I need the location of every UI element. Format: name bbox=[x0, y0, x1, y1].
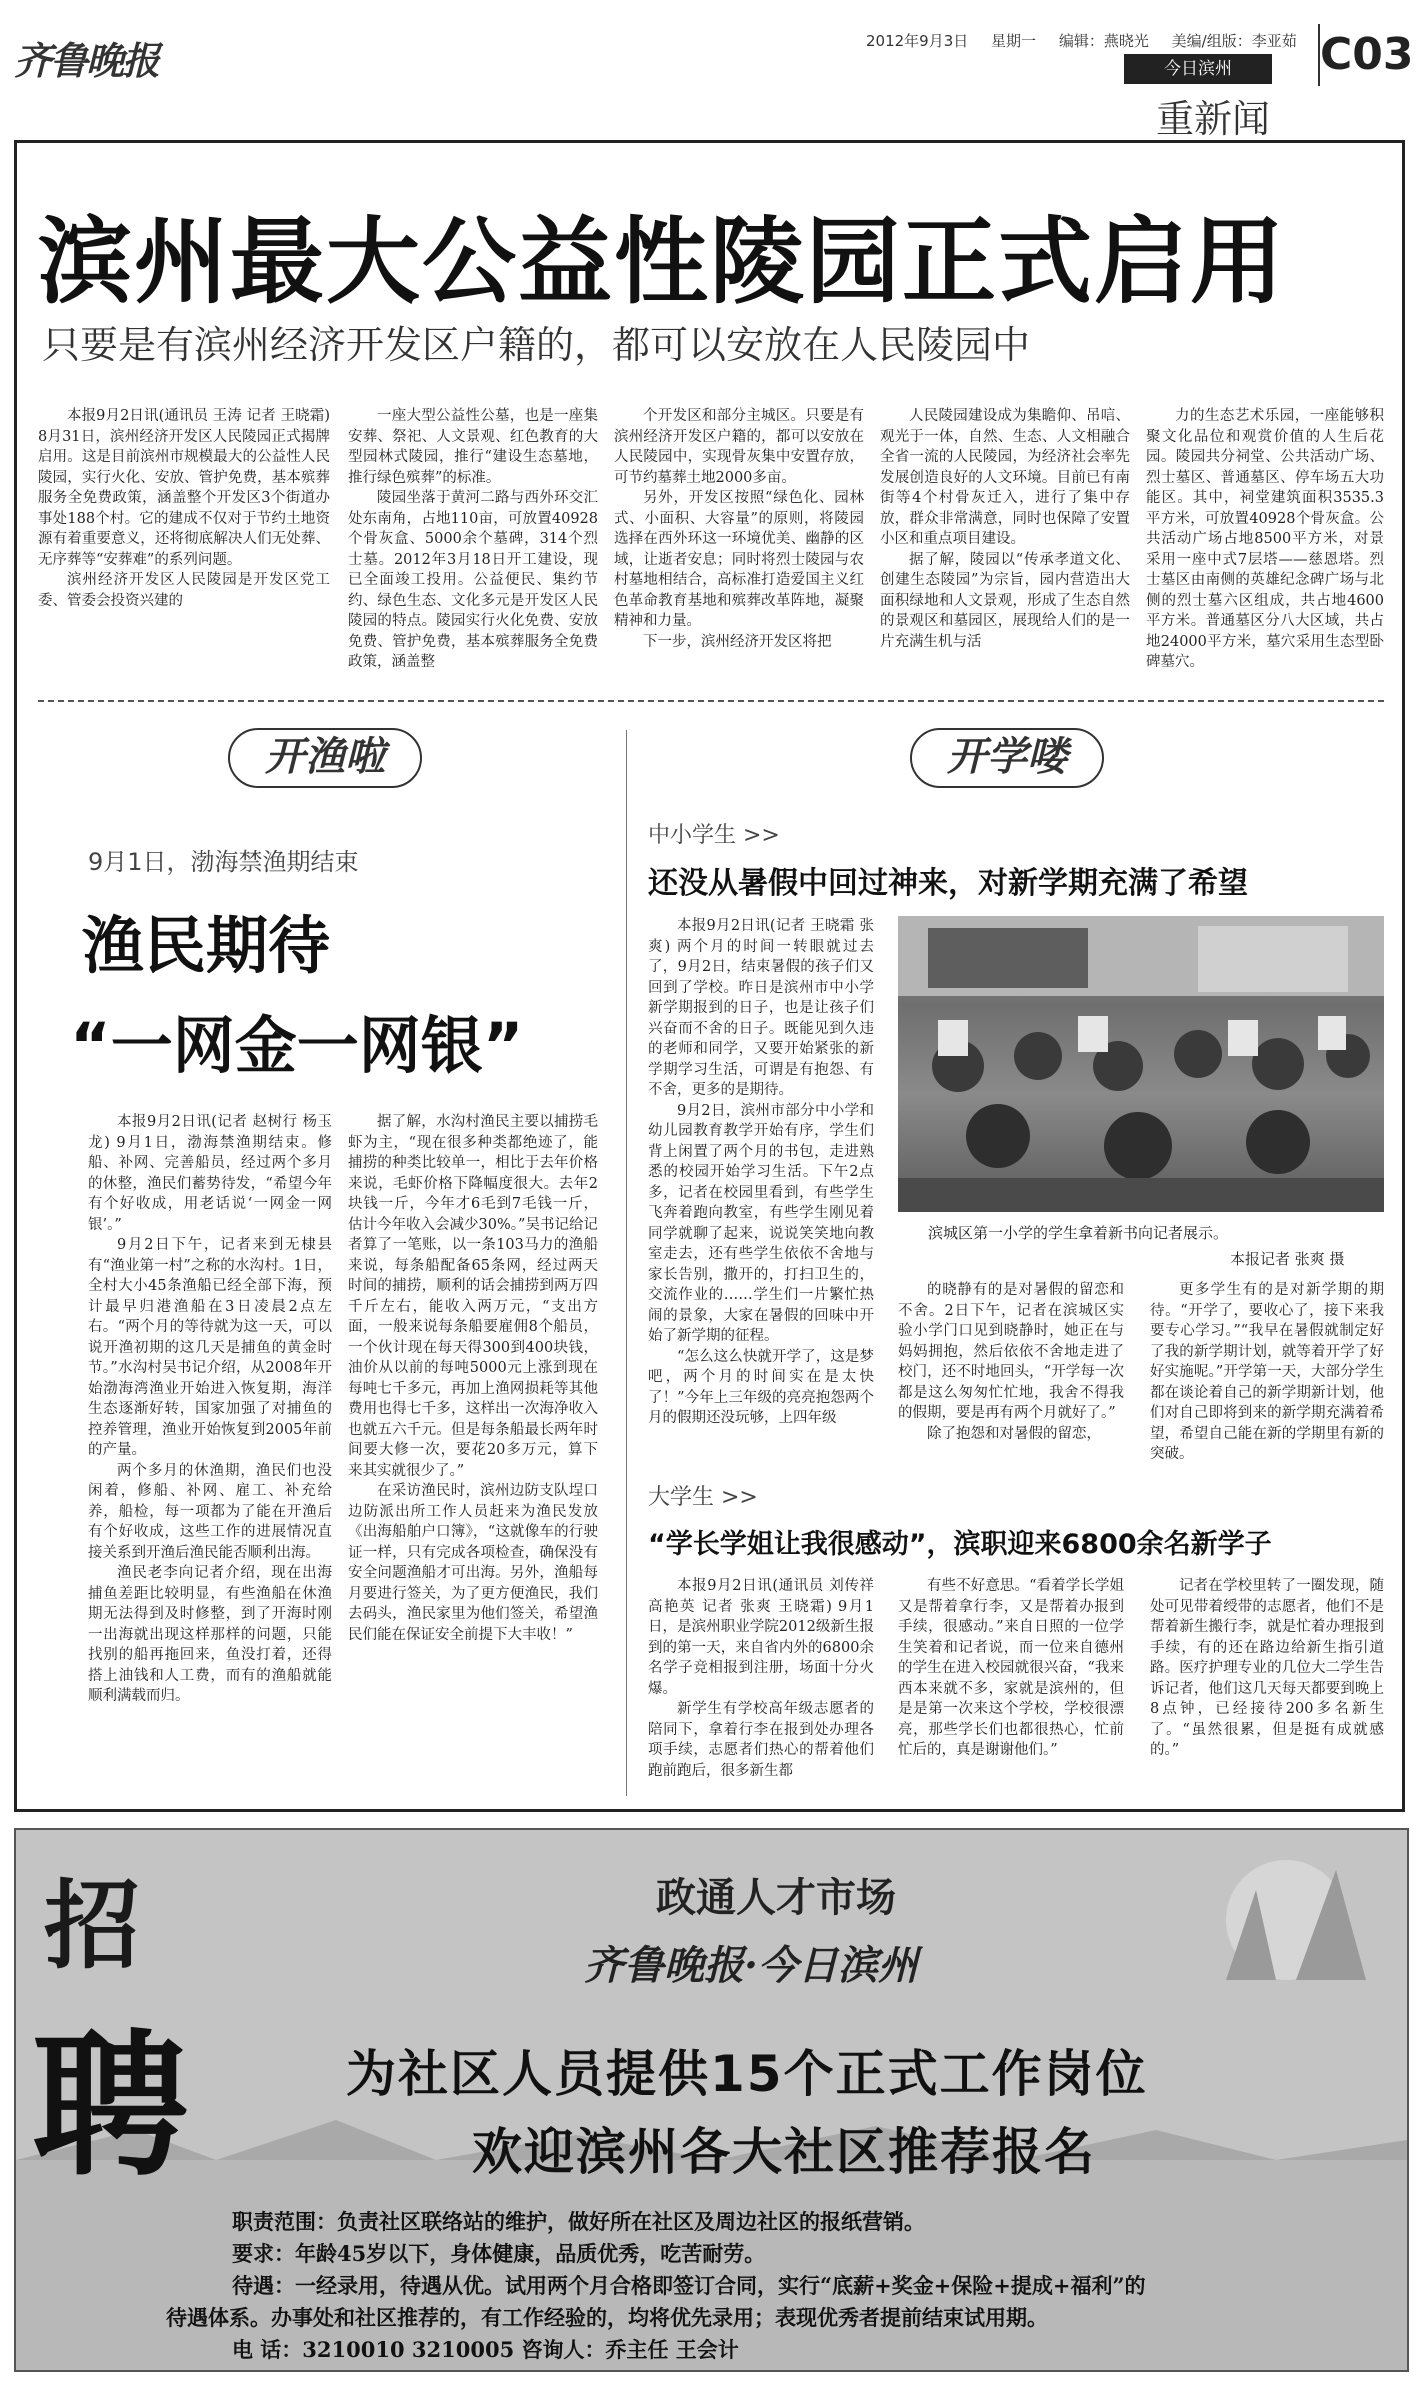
page-number: C03 bbox=[1318, 24, 1410, 86]
lead-separator bbox=[38, 700, 1384, 702]
ad-brand: 齐鲁晚报·今日滨州 bbox=[584, 1942, 918, 1989]
ad-treatment-1: 待遇：一经录用，待遇从优。试用两个月合格即签订合同，实行“底薪+奖金+保险+提成+福利”的 bbox=[232, 2273, 1146, 2298]
paragraph: 人民陵园建设成为集瞻仰、吊唁、观光于一体，自然、生态、人文相融合全省一流的人民陵园，为经济社会率先发展创造良好的人文环境。目前已有南街等4个村骨灰迁入，进行了集中存放，群众非常满意，同时也保障了安置小区和重点项目建设。 bbox=[880, 408, 1130, 547]
ad-treatment-2: 待遇体系。办事处和社区推荐的，有工作经验的，均将优先录用；表现优秀者提前结束试用期。 bbox=[166, 2305, 1048, 2330]
paragraph: 渔民老李向记者介绍，现在出海捕鱼差距比较明显，有些渔船在休渔期无法得到及时修整，到了开海时刚一出海就出现这样那样的问题，只能找别的船再拖回来，鱼没打着，还得搭上油钱和人工费，而有的渔船就能顺利满载而归。 bbox=[88, 1565, 332, 1704]
paragraph: 本报9月2日讯(记者 王晓霜 张爽) 两个月的时间一转眼就过去了，9月2日，结束暑假的孩子们又回到了学校。昨日是滨州市中小学新学期报到的日子，也是让孩子们兴奋而不舍的日子。既能见到久违的老师和同学，又要开始紧张的新学期学习生活，可谓是有抱怨、有不舍，更多的是期待。 bbox=[648, 918, 874, 1098]
paragraph: 的晓静有的是对暑假的留恋和不舍。2日下午，记者在滨城区实验小学门口见到晓静时，她正在与妈妈拥抱，然后依依不舍地走进了校门，还不时地回头，“开学每一次都是这么匆匆忙忙地，我舍不得我的假期，要是再有两个月就好了。” bbox=[898, 1282, 1124, 1421]
fishing-title-line2: “一网金一网银” bbox=[70, 1009, 524, 1082]
ad-headline-1: 为社区人员提供15个正式工作岗位 bbox=[346, 2045, 1148, 2103]
lead-column-3 bbox=[614, 406, 864, 676]
paragraph: 陵园坐落于黄河二路与西外环交汇处东南角，占地110亩，可放置40928个骨灰盒、5000余个墓碑，314个烈士墓。2012年3月18日开工建设，现已全面竣工投用。公益便民、集约节约、绿色生态、文化多元是开发区人民陵园的特点。陵园实行火化免费、安放免费、管护免费，基本殡葬服务全免费政策，涵盖整 bbox=[348, 490, 598, 670]
school-column-2 bbox=[898, 1280, 1124, 1468]
section-label-school: 开学喽 bbox=[910, 728, 1104, 788]
section-tag: 今日滨州 bbox=[1124, 54, 1272, 84]
ad-big-char-1: 招 bbox=[44, 1869, 140, 1982]
paragraph: 记者在学校里转了一圈发现，随处可见带着绶带的志愿者，他们不是帮着新生搬行李，就是忙着办理报到手续，有的还在路边给新生指引道路。医疗护理专业的几位大二学生告诉记者，他们这几天每天都要到晚上8点钟，已经接待200多名新生了。“虽然很累，但是挺有成就感的。” bbox=[1150, 1578, 1384, 1758]
paragraph: 除了抱怨和对暑假的留恋， bbox=[927, 1425, 1101, 1442]
paragraph: 个开发区和部分主城区。只要是有滨州经济开发区户籍的，都可以安放在人民陵园中，实现骨灰集中安置存放，可节约墓葬土地2000多亩。 bbox=[614, 408, 864, 486]
lead-headline: 滨州最大公益性陵园正式启用 bbox=[38, 208, 1287, 317]
fishing-column-1 bbox=[88, 1112, 332, 1798]
editor-credit: 编辑：燕晓光 bbox=[1058, 32, 1149, 50]
school-column-4 bbox=[648, 1576, 874, 1798]
paragraph: 滨州经济开发区人民陵园是开发区党工委、管委会投资兴建的 bbox=[38, 572, 330, 609]
design-credit: 美编/组版：李亚茹 bbox=[1171, 32, 1297, 50]
fishing-kicker: 9月1日，渤海禁渔期结束 bbox=[88, 848, 359, 876]
header-meta bbox=[866, 30, 1315, 51]
issue-date: 2012年9月3日 bbox=[866, 32, 969, 50]
masthead-logo: 齐鲁晚报 bbox=[14, 38, 159, 83]
school-column-5 bbox=[898, 1576, 1124, 1798]
paragraph: 9月2日，滨州市部分中小学和幼儿园教育教学开始有序，学生们背上闲置了两个月的书包，走进熟悉的校园开始学习生活。下午2点多，记者在校园里看到，有些学生飞奔着跑向教室，有些学生刚见着同学就聊了起来，说说笑笑地向教室走去，还有些学生依依不舍地与家长告别，撒开的，打扫卫生的，交流作业的……学生们一片繁忙热闹的景象，大家在暑假的回味中开始了新学期的征程。 bbox=[648, 1102, 874, 1344]
fishing-column-2 bbox=[348, 1112, 598, 1798]
recruitment-ad bbox=[14, 1828, 1409, 2372]
paragraph: “怎么这么快就开学了，这是梦吧，两个月的时间实在是太快了！”今年上三年级的亮亮抱怨两个月的假期还没玩够，上四年级 bbox=[648, 1348, 874, 1426]
fishing-title-line1: 渔民期待 bbox=[82, 909, 331, 982]
paragraph: 下一步，滨州经济开发区将把 bbox=[643, 633, 832, 650]
school-column-6 bbox=[1150, 1576, 1384, 1798]
ad-top-title: 政通人才市场 bbox=[656, 1875, 896, 1921]
school-column-1 bbox=[648, 916, 874, 1468]
school-title-primary: 还没从暑假中回过神来，对新学期充满了希望 bbox=[648, 866, 1248, 901]
paragraph: 本报9月2日讯(通讯员 王涛 记者 王晓霜) 8月31日，滨州经济开发区人民陵园正式揭牌启用。这是目前滨州市规模最大的公益性人民陵园，实行火化、安放、管护免费，基本殡葬服务全免费政策，涵盖整个开发区3个街道办事处188个村。它的建成不仅对于节约土地资源有着重要意义，还将彻底解决人们无处葬、无序葬等“安葬难”的系列问题。 bbox=[38, 408, 330, 568]
ad-requirement: 要求：年龄45岁以下，身体健康，品质优秀，吃苦耐劳。 bbox=[232, 2241, 766, 2266]
paragraph: 9月2日下午，记者来到无棣县有“渔业第一村”之称的水沟村。1日，全村大小45条渔船已经全部下海，预计最早归港渔船在3日凌晨2点左右。“两个月的等待就为这一天，可以说开渔初期的这几天是捕鱼的黄金时节。”水沟村吴书记介绍，从2008年开始渤海湾渔业开始进入恢复期，海洋生态逐渐好转，国家加强了对捕鱼的控养管理，渔业开始恢复到2005年前的产量。 bbox=[88, 1237, 332, 1458]
ad-headline-2: 欢迎滨州各大社区推荐报名 bbox=[472, 2123, 1096, 2181]
school-column-3 bbox=[1150, 1280, 1384, 1468]
issue-weekday: 星期一 bbox=[991, 32, 1037, 50]
students-photo bbox=[898, 916, 1384, 1212]
photo-credit: 本报记者 张爽 摄 bbox=[1230, 1250, 1345, 1268]
paragraph: 在采访渔民时，滨州边防支队埕口边防派出所工作人员赶来为渔民发放《出海船舶户口簿》，“这就像车的行驶证一样，只有完成各项检查，确保没有安全问题渔船才可出海。另外，渔船每月要进行签关，为了更方便渔民，我们去码头，渔民家里为他们签关，希望渔民们能在保证安全前提下大丰收！” bbox=[348, 1483, 598, 1643]
paragraph: 据了解，陵园以“传承孝道文化、创建生态陵园”为宗旨，园内营造出大面积绿地和人文景观，形成了生态自然的景观区和墓园区，展现给人们的是一片充满生机与活 bbox=[880, 551, 1130, 650]
paragraph: 两个多月的休渔期，渔民们也没闲着，修船、补网、雇工、补充给养，船检，每一项都为了能在开渔后有个好收成，这些工作的进展情况直接关系到开渔后渔民能否顺利出海。 bbox=[88, 1462, 332, 1561]
ad-big-char-2: 聘 bbox=[32, 2014, 188, 2197]
school-kicker-primary: 中小学生 >> bbox=[648, 823, 780, 848]
school-kicker-college: 大学生 >> bbox=[648, 1485, 758, 1510]
lead-column-1 bbox=[38, 406, 330, 676]
photo-caption: 滨城区第一小学的学生拿着新书向记者展示。 bbox=[928, 1224, 1229, 1242]
lead-column-4 bbox=[880, 406, 1130, 676]
paragraph: 一座大型公益性公墓，也是一座集安葬、祭祀、人文景观、红色教育的大型园林式陵园，推行“建设生态墓地，推行绿色殡葬”的标准。 bbox=[348, 408, 598, 486]
lead-subhead: 只要是有滨州经济开发区户籍的，都可以安放在人民陵园中 bbox=[42, 323, 1031, 367]
paragraph: 有些不好意思。“看着学长学姐又是帮着拿行李，又是帮着办报到手续，很感动。”来自日照的一位学生笑着和记者说，而一位来自德州的学生在进入校园就很兴奋，“我来西本来就不多，家就是滨州的，但是是第一次来这个学校，学校很漂亮，那些学长们也都很热心，忙前忙后的，真是谢谢他们。” bbox=[898, 1578, 1124, 1758]
section-label-fishing: 开渔啦 bbox=[228, 728, 422, 788]
paragraph: 本报9月2日讯(记者 赵树行 杨玉龙) 9月1日，渤海禁渔期结束。修船、补网、完善船员，经过两个多月的休整，渔民们蓄势待发，“希望今年有个好收成，用老话说‘一网金一网银’。” bbox=[88, 1114, 332, 1233]
paragraph: 本报9月2日讯(通讯员 刘传祥 高艳英 记者 张爽 王晓霜) 9月1日，是滨州职业学院2012级新生报到的第一天，来自省内外的6800余名学子竞相报到注册，场面十分火爆。 bbox=[648, 1578, 874, 1697]
students-photo-graphic bbox=[898, 916, 1384, 1212]
paragraph: 另外，开发区按照“绿色化、园林式、小面积、大容量”的原则，将陵园选择在西外环这一环境优美、幽静的区域，让逝者安息；同时将烈士陵园与农村墓地相结合，高标准打造爱国主义红色革命教育基地和殡葬改革阵地，凝聚精神和力量。 bbox=[614, 490, 864, 629]
paragraph: 力的生态艺术乐园，一座能够积聚文化品位和观赏价值的人生后花园。陵园共分祠堂、公共活动广场、烈士墓区、普通墓区、停车场五大功能区。其中，祠堂建筑面积3535.3平方米，可放置40928个骨灰盒。公共活动广场占地8500平方米，对景采用一座中式7层塔——慈恩塔。烈士墓区由南侧的英雄纪念碑广场与北侧的烈士墓六区组成，共占地4600平方米。普通墓区分八大区域，共占地24000平方米，墓穴采用生态型卧碑墓穴。 bbox=[1146, 408, 1384, 670]
lead-column-2 bbox=[348, 406, 598, 676]
lead-column-5 bbox=[1146, 406, 1384, 676]
paragraph: 新学生有学校高年级志愿者的陪同下，拿着行李在报到处办理各项手续，志愿者们热心的帮着他们跑前跑后，很多新生都 bbox=[648, 1701, 874, 1779]
ad-phone: 电 话：3210010 3210005 咨询人：乔主任 王会计 bbox=[232, 2337, 739, 2362]
school-title-college: “学长学姐让我很感动”，滨职迎来6800余名新学子 bbox=[648, 1529, 1272, 1560]
paragraph: 据了解，水沟村渔民主要以捕捞毛虾为主，“现在很多种类都绝迹了，能捕捞的种类比较单一，相比于去年价格来说，毛虾价格下降幅度很大。去年2块钱一斤，今年才6毛到7毛钱一斤，估计今年收入会减少30%。”吴书记给记者算了一笔账，以一条103马力的渔船来说，每条船配备65条网，经过两天时间的捕捞，顺利的话会捕捞到两万四千斤左右，能收入两万元，“支出方面，一般来说每条船要雇佣8个船员，一个伙计现在每天得300到400块钱，油价从以前的每吨5000元上涨到现在每吨七千多元，再加上渔网损耗等其他费用也得七千多，这样出一次海净收入也就五六千元。但是每条船最长两年时间要大修一次，要花20多万元，算下来其实就很少了。” bbox=[348, 1114, 598, 1479]
section-divider bbox=[626, 730, 627, 1796]
section-name: 重新闻 bbox=[1156, 97, 1271, 141]
paragraph: 更多学生有的是对新学期的期待。“开学了，要收心了，接下来我要专心学习。”“我早在暑假就制定好了我的新学期计划，就等着开学了好好实施呢。”开学第一天，大部分学生都在谈论着自己的新学期新计划，他们对自己即将到来的新学期充满着希望，希望自己能在新的学期里有新的突破。 bbox=[1150, 1282, 1384, 1462]
ad-duty: 职责范围：负责社区联络站的维护，做好所在社区及周边社区的报纸营销。 bbox=[232, 2209, 925, 2234]
